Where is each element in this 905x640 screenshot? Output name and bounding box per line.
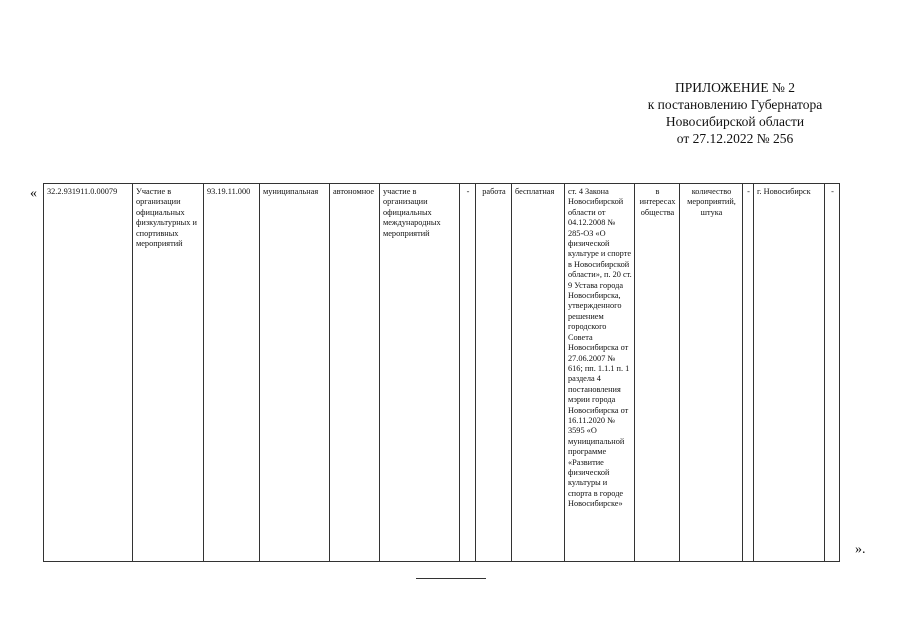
opening-quote: « (30, 186, 37, 201)
cell-okved-code: 93.19.11.000 (204, 184, 260, 562)
cell-service-content: участие в организации официальных международных мероприятий (380, 184, 460, 562)
cell-dash: - (460, 184, 476, 562)
services-table (43, 183, 840, 562)
cell-consumers: в интересах общества (635, 184, 680, 562)
footer-separator-line (416, 578, 486, 579)
appendix-header (600, 79, 870, 147)
cell-service-name: Участие в организации официальных физкультурных и спортивных мероприятий (133, 184, 204, 562)
appendix-title: ПРИЛОЖЕНИЕ № 2 (674, 80, 796, 95)
appendix-date-number: от 27.12.2022 № 256 (676, 131, 794, 146)
cell-payment-type: бесплатная (512, 184, 565, 562)
cell-service-kind: работа (476, 184, 512, 562)
cell-registry-code: 32.2.931911.0.00079 (44, 184, 133, 562)
cell-dash: - (743, 184, 754, 562)
cell-owner-type: муниципальная (260, 184, 330, 562)
closing-quote: ». (855, 542, 866, 557)
cell-location: г. Новосибирск (754, 184, 825, 562)
table-row (44, 184, 840, 562)
cell-legal-basis: ст. 4 Закона Новосибирской области от 04.12.2008 № 285-ОЗ «О физической культуре и спорте в Новосибирской области», п. 20 ст. 9 Устава города Новосибирска, утвержденного решением городского Совета Новосибирска от 27.06.2007 № 616; пп. 1.1.1 п. 1 раздела 4 постановления мэрии города Новосибирска от 16.11.2020 № 3595 «О муниципальной программе «Развитие физической культуры и спорта в городе Новосибирске» (565, 184, 635, 562)
cell-institution-type: автономное (330, 184, 380, 562)
cell-indicator: количество мероприятий, штука (680, 184, 743, 562)
cell-dash: - (825, 184, 840, 562)
appendix-subtitle: к постановлению Губернатора (647, 97, 823, 112)
appendix-region: Новосибирской области (665, 114, 805, 129)
